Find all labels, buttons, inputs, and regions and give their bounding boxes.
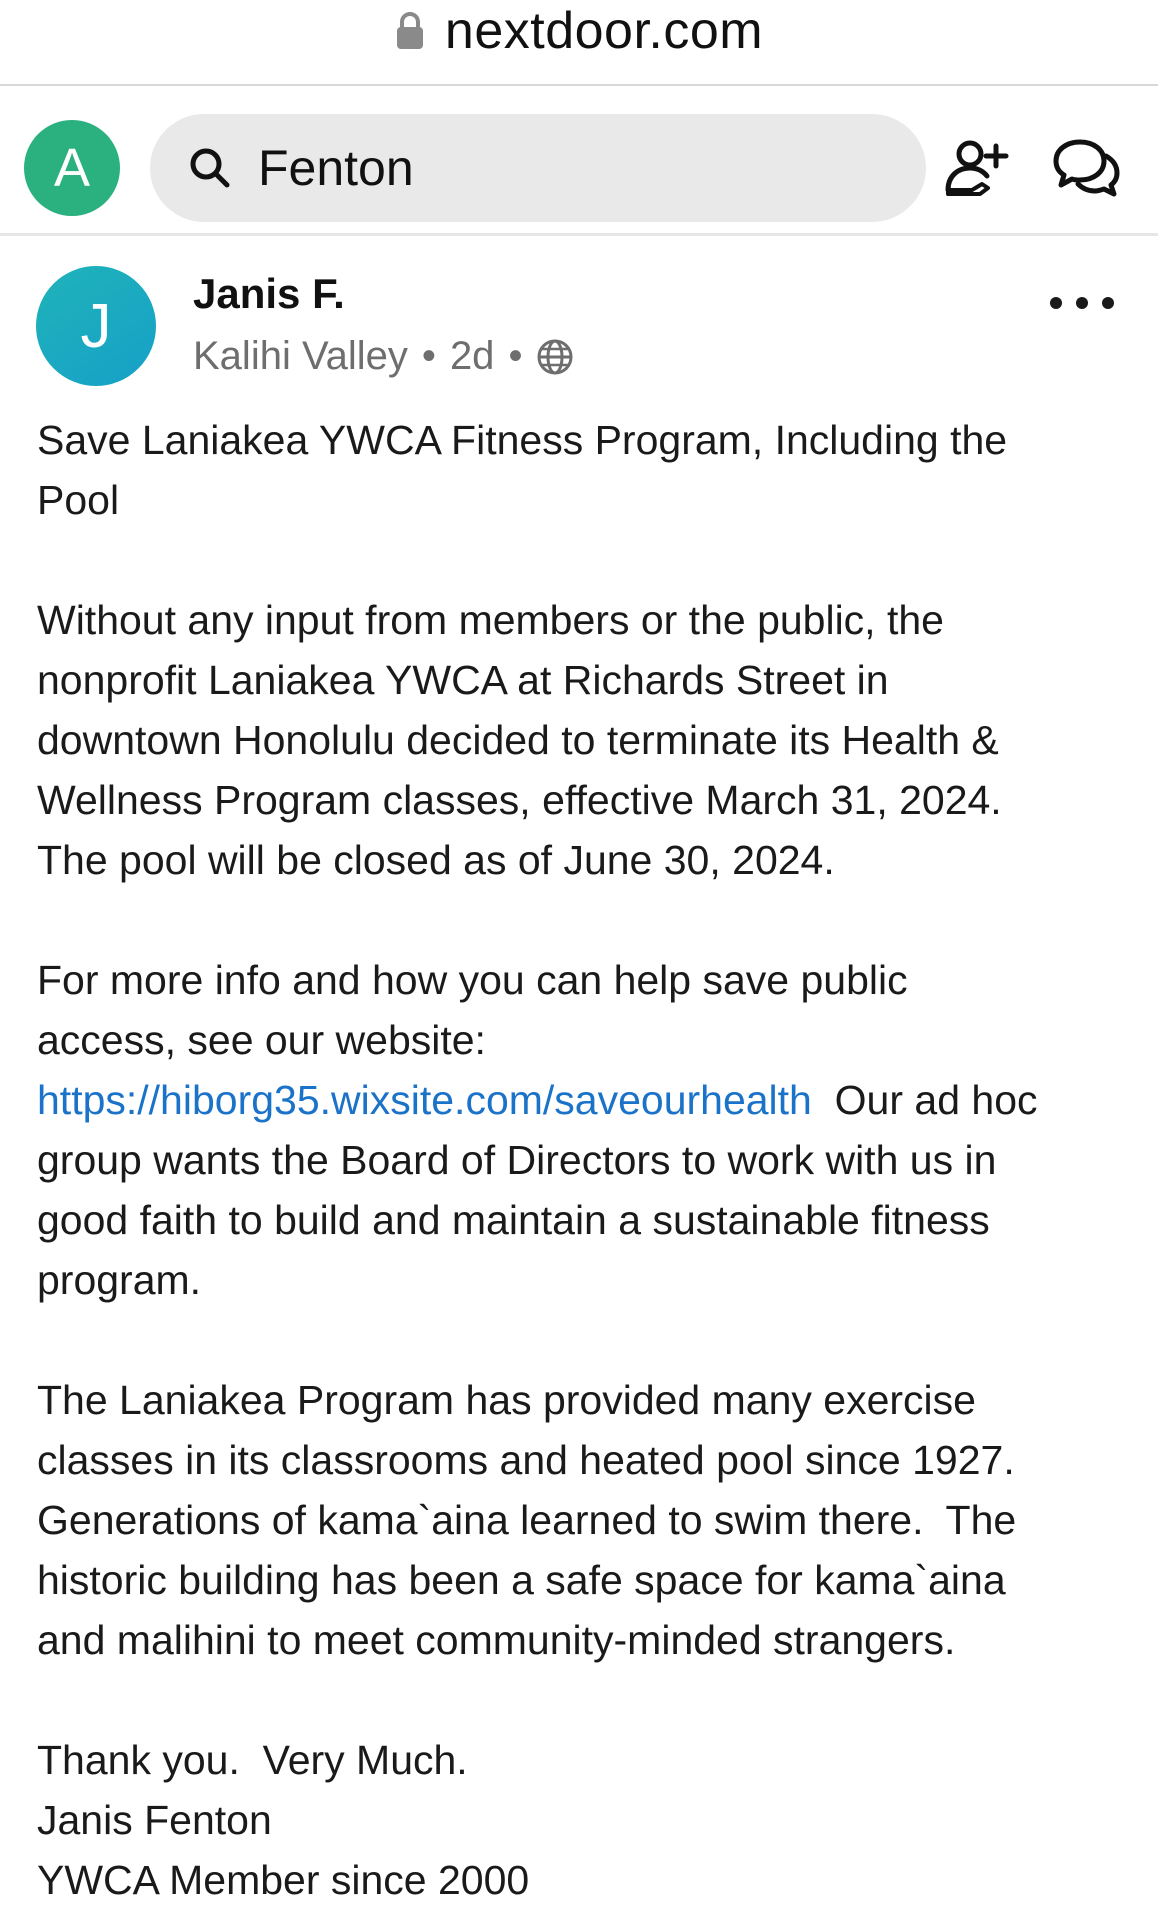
app-header — [0, 86, 1158, 236]
body-line: nonprofit Laniakea YWCA at Richards Street in — [37, 657, 889, 703]
body-line: access, see our website: — [37, 1017, 486, 1063]
closing-line: Janis Fenton — [37, 1797, 272, 1843]
body-line: and malihini to meet community-minded strangers. — [37, 1617, 956, 1663]
author-avatar[interactable] — [36, 266, 156, 386]
browser-url-bar[interactable] — [0, 0, 1158, 86]
messages-button[interactable] — [1046, 128, 1126, 208]
search-icon — [188, 146, 232, 190]
lock-icon — [395, 11, 425, 51]
body-line: Wellness Program classes, effective March 31, 2024. — [37, 777, 1002, 823]
website-link[interactable]: https://hiborg35.wixsite.com/saveourhealth — [37, 1077, 812, 1123]
post-age: 2d — [449, 334, 495, 378]
chat-bubbles-icon — [1050, 132, 1122, 204]
user-avatar[interactable] — [24, 120, 120, 216]
more-dot — [1076, 297, 1088, 309]
author-avatar-initial: J — [80, 291, 112, 361]
meta-separator: • — [421, 334, 436, 378]
body-line-with-link — [37, 1070, 1137, 1130]
body-line: group wants the Board of Directors to work with us in — [37, 1137, 997, 1183]
body-line: Without any input from members or the public, the — [37, 597, 944, 643]
add-person-icon — [942, 132, 1014, 204]
search-bar[interactable] — [150, 114, 926, 222]
author-neighborhood[interactable]: Kalihi Valley — [193, 334, 408, 378]
meta-separator: • — [508, 334, 523, 378]
body-line: Generations of kama`aina learned to swim there. The — [37, 1497, 1017, 1543]
closing-line: YWCA Member since 2000 — [37, 1857, 530, 1903]
more-options-button[interactable] — [1050, 288, 1114, 318]
add-friend-button[interactable] — [938, 128, 1018, 208]
body-line: downtown Honolulu decided to terminate its Health & — [37, 717, 999, 763]
body-line: The Laniakea Program has provided many exercise — [37, 1377, 976, 1423]
body-line: good faith to build and maintain a sustainable fitness — [37, 1197, 990, 1243]
body-line: For more info and how you can help save public — [37, 957, 908, 1003]
search-input[interactable] — [256, 138, 860, 198]
author-name[interactable]: Janis F. — [193, 270, 345, 317]
body-line: program. — [37, 1257, 202, 1303]
post-title-line: Pool — [37, 477, 120, 523]
closing-line: Thank you. Very Much. — [37, 1737, 468, 1783]
body-line: classes in its classrooms and heated pool since 1927. — [37, 1437, 1015, 1483]
body-text-after-link: Our ad hoc — [834, 1077, 1038, 1123]
more-dot — [1102, 297, 1114, 309]
body-line: historic building has been a safe space for kama`aina — [37, 1557, 1006, 1603]
user-avatar-initial: A — [53, 138, 91, 198]
post-title-line: Save Laniakea YWCA Fitness Program, Including the — [37, 417, 1008, 463]
more-dot — [1050, 297, 1062, 309]
globe-icon — [536, 338, 574, 376]
post-body — [37, 410, 1137, 1910]
post-meta — [193, 334, 574, 379]
url-text[interactable]: nextdoor.com — [444, 2, 764, 60]
body-line: The pool will be closed as of June 30, 2024. — [37, 837, 835, 883]
